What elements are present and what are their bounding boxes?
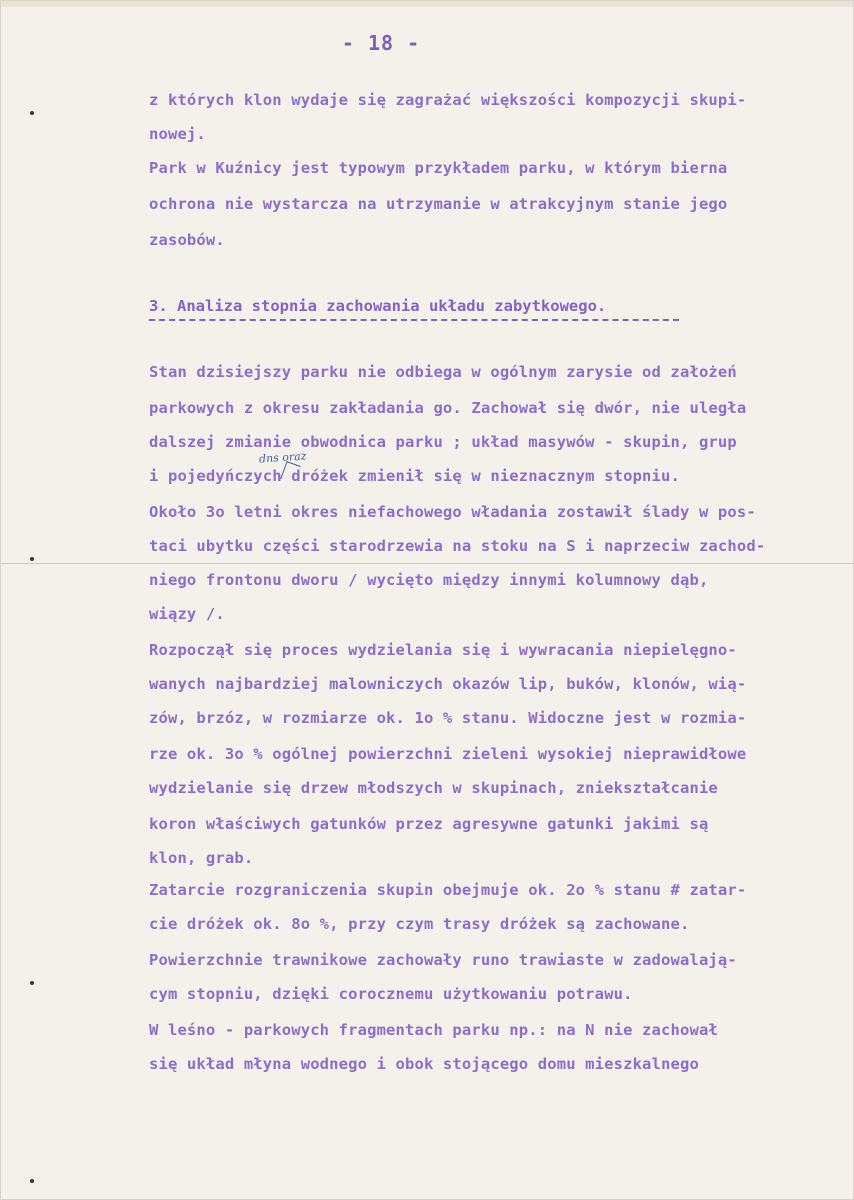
text-line: klon, grab. <box>149 849 254 867</box>
punch-hole <box>30 111 34 115</box>
text-line: cym stopniu, dzięki corocznemu użytkowaniu potrawu. <box>149 985 633 1003</box>
text-line: zów, brzóz, w rozmiarze ok. 1o % stanu. Widoczne jest w rozmia- <box>149 709 747 727</box>
text-line: Około 3o letni okres niefachowego władania zostawił ślady w pos- <box>149 503 756 521</box>
fold-line <box>1 563 854 564</box>
text-line: niego frontonu dworu / wycięto między innymi kolumnowy dąb, <box>149 571 709 589</box>
punch-hole <box>30 557 34 561</box>
text-line: Zatarcie rozgraniczenia skupin obejmuje ok. 2o % stanu # zatar- <box>149 881 747 899</box>
text-line: Park w Kuźnicy jest typowym przykładem parku, w którym bierna <box>149 159 728 177</box>
text-line: parkowych z okresu zakładania go. Zachował się dwór, nie uległa <box>149 399 747 417</box>
text-line: i pojedyńczych dróżek zmienił się w nieznacznym stopniu. <box>149 467 680 485</box>
text-line: wiązy /. <box>149 605 225 623</box>
text-line: rze ok. 3o % ogólnej powierzchni zieleni wysokiej nieprawidłowe <box>149 745 747 763</box>
scan-edge <box>1 1 854 7</box>
page-number: - 18 - <box>341 31 421 55</box>
punch-hole <box>30 981 34 985</box>
text-line: W leśno - parkowych fragmentach parku np.: na N nie zachował <box>149 1021 718 1039</box>
section-heading: 3. Analiza stopnia zachowania układu zabytkowego. <box>149 297 607 315</box>
text-line: koron właściwych gatunków przez agresywne gatunki jakimi są <box>149 815 709 833</box>
text-line: z których klon wydaje się zagrażać większości kompozycji skupi- <box>149 91 747 109</box>
text-line: cie dróżek ok. 8o %, przy czym trasy dróżek są zachowane. <box>149 915 690 933</box>
text-line: nowej. <box>149 125 206 143</box>
text-line: taci ubytku części starodrzewia na stoku na S i naprzeciw zachod- <box>149 537 766 555</box>
text-line: Rozpoczął się proces wydzielania się i wywracania niepielęgno- <box>149 641 737 659</box>
text-line: ochrona nie wystarcza na utrzymanie w atrakcyjnym stanie jego <box>149 195 728 213</box>
handwritten-insert: dns oraz <box>258 449 307 466</box>
text-line: dalszej zmianie obwodnica parku ; układ masywów - skupin, grup <box>149 433 737 451</box>
heading-underline <box>149 319 679 321</box>
text-line: Powierzchnie trawnikowe zachowały runo trawiaste w zadowalają- <box>149 951 737 969</box>
text-line: Stan dzisiejszy parku nie odbiega w ogólnym zarysie od założeń <box>149 363 737 381</box>
text-line: wanych najbardziej malowniczych okazów lip, buków, klonów, wią- <box>149 675 747 693</box>
text-line: się układ młyna wodnego i obok stojącego domu mieszkalnego <box>149 1055 699 1073</box>
text-line: zasobów. <box>149 231 225 249</box>
punch-hole <box>30 1179 34 1183</box>
text-line: wydzielanie się drzew młodszych w skupinach, zniekształcanie <box>149 779 718 797</box>
